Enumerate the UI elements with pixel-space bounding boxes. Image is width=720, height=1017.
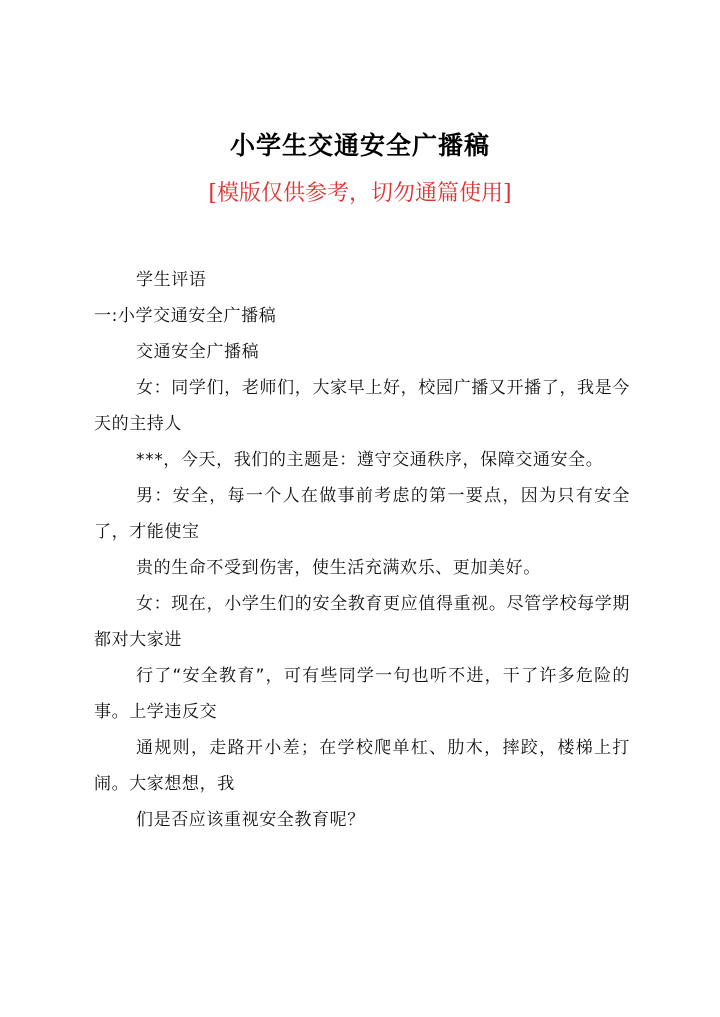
template-notice: [模版仅供参考，切勿通篇使用] [208,181,512,206]
paragraph: 们是否应该重视安全教育呢？ [136,810,365,830]
paragraph: 女：同学们，老师们，大家早上好，校园广播又开播了，我是今天的主持人 [94,378,630,434]
section-heading: 一:小学交通安全广播稿 [94,306,277,326]
paragraph: ***，今天，我们的主题是：遵守交通秩序，保障交通安全。 [136,450,604,470]
paragraph: 通规则，走路开小差；在学校爬单杠、肋木，摔跤，楼梯上打闹。大家想想，我 [94,738,630,794]
paragraph: 男：安全，每一个人在做事前考虑的第一要点，因为只有安全了，才能使宝 [94,486,630,542]
document-title: 小学生交通安全广播稿 [229,131,490,160]
paragraph: 女：现在，小学生们的安全教育更应值得重视。尽管学校每学期都对大家进 [94,594,630,650]
paragraph-heading: 交通安全广播稿 [136,342,260,362]
document-body [94,262,630,838]
paragraph: 贵的生命不受到伤害，使生活充满欢乐、更加美好。 [136,558,541,578]
paragraph: 行了“安全教育”，可有些同学一句也听不进，干了许多危险的事。上学违反交 [94,666,630,722]
paragraph-student-comment: 学生评语 [136,270,207,290]
